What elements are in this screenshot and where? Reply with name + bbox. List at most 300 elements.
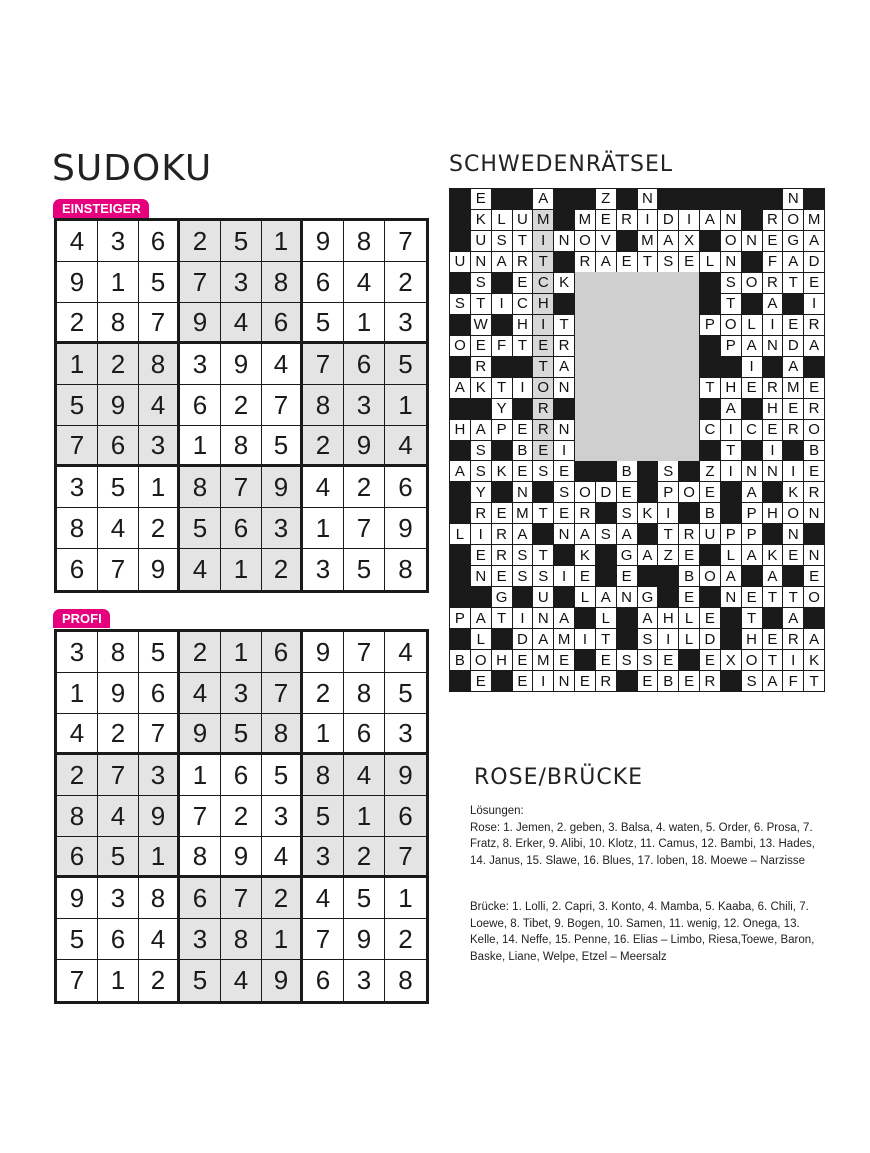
crossword-clue-cell <box>575 189 595 209</box>
sudoku-cell: 2 <box>385 919 426 960</box>
crossword-clue-cell <box>513 189 533 209</box>
sudoku-cell: 2 <box>98 344 139 385</box>
crossword-clue-cell <box>742 210 762 230</box>
sudoku-cell: 4 <box>180 673 221 714</box>
crossword-letter-cell: S <box>471 461 491 481</box>
crossword-letter-cell: O <box>533 378 553 398</box>
crossword-letter-cell: E <box>742 587 762 607</box>
crossword-letter-cell: E <box>513 420 533 440</box>
crossword-letter-cell: K <box>783 482 803 502</box>
crossword-letter-cell: E <box>763 629 783 649</box>
crossword-clue-cell <box>471 587 491 607</box>
crossword-letter-cell: I <box>658 629 678 649</box>
crossword-letter-cell: I <box>679 210 699 230</box>
sudoku-cell: 8 <box>180 467 221 508</box>
crossword-clue-cell <box>450 671 470 691</box>
crossword-letter-cell: N <box>804 545 824 565</box>
crossword-letter-cell: A <box>471 420 491 440</box>
sudoku-cell: 7 <box>139 714 180 755</box>
crossword-letter-cell: M <box>575 210 595 230</box>
crossword-clue-cell <box>763 357 783 377</box>
sudoku-cell: 4 <box>180 549 221 590</box>
crossword-letter-cell: D <box>804 252 824 272</box>
sudoku-cell: 8 <box>98 632 139 673</box>
crossword-letter-cell: A <box>533 189 553 209</box>
sudoku-cell: 8 <box>139 878 180 919</box>
sudoku-cell: 4 <box>57 221 98 262</box>
crossword-letter-cell: L <box>596 608 616 628</box>
crossword-letter-cell: V <box>596 231 616 251</box>
crossword-letter-cell: S <box>554 482 574 502</box>
sudoku-cell: 8 <box>303 755 344 796</box>
crossword-letter-cell: O <box>575 231 595 251</box>
crossword-letter-cell: E <box>679 671 699 691</box>
crossword-letter-cell: T <box>596 629 616 649</box>
crossword-letter-cell: K <box>638 503 658 523</box>
crossword-letter-cell: D <box>658 210 678 230</box>
sudoku-cell: 1 <box>139 467 180 508</box>
crossword-letter-cell: Z <box>700 461 720 481</box>
crossword-letter-cell: E <box>679 587 699 607</box>
crossword-letter-cell: L <box>679 629 699 649</box>
crossword-letter-cell: A <box>617 524 637 544</box>
crossword-letter-cell: I <box>804 294 824 314</box>
crossword-letter-cell: T <box>783 273 803 293</box>
sudoku-cell: 4 <box>221 960 262 1001</box>
sudoku-cell: 9 <box>180 714 221 755</box>
crossword-letter-cell: B <box>450 650 470 670</box>
crossword-letter-cell: U <box>450 252 470 272</box>
crossword-letter-cell: I <box>533 671 553 691</box>
crossword-letter-cell: T <box>804 671 824 691</box>
crossword-letter-cell: O <box>471 650 491 670</box>
crossword-letter-cell: B <box>679 566 699 586</box>
sudoku-cell: 3 <box>98 878 139 919</box>
crossword-letter-cell: Y <box>492 399 512 419</box>
crossword-letter-cell: A <box>450 461 470 481</box>
crossword-clue-cell <box>763 608 783 628</box>
crossword-letter-cell: T <box>638 252 658 272</box>
crossword-letter-cell: L <box>450 524 470 544</box>
solutions-label: Lösungen: <box>470 805 524 817</box>
sudoku-cell: 6 <box>180 385 221 426</box>
sudoku-cell: 5 <box>98 837 139 878</box>
crossword-letter-cell: L <box>700 252 720 272</box>
sudoku-cell: 9 <box>303 221 344 262</box>
crossword-letter-cell: R <box>533 420 553 440</box>
sudoku-cell: 6 <box>262 632 303 673</box>
crossword-clue-cell <box>783 566 803 586</box>
sudoku-cell: 9 <box>385 508 426 549</box>
crossword-clue-cell <box>492 357 512 377</box>
crossword-letter-cell: R <box>492 524 512 544</box>
crossword-letter-cell: I <box>492 294 512 314</box>
crossword-letter-cell: X <box>679 231 699 251</box>
crossword-letter-cell: E <box>471 189 491 209</box>
sudoku-cell: 9 <box>221 837 262 878</box>
sudoku-grid-profi <box>54 629 429 1004</box>
sudoku-cell: 6 <box>344 714 385 755</box>
crossword-letter-cell: T <box>721 294 741 314</box>
crossword-letter-cell: E <box>617 566 637 586</box>
crossword-letter-cell: T <box>513 231 533 251</box>
solutions-block <box>470 803 830 965</box>
crossword-letter-cell: H <box>492 650 512 670</box>
sudoku-cell: 7 <box>221 878 262 919</box>
sudoku-cell: 1 <box>180 755 221 796</box>
crossword-letter-cell: E <box>658 650 678 670</box>
crossword-letter-cell: G <box>617 545 637 565</box>
crossword-letter-cell: D <box>783 336 803 356</box>
crossword-letter-cell: E <box>471 336 491 356</box>
crossword-letter-cell: I <box>763 441 783 461</box>
crossword-letter-cell: S <box>533 461 553 481</box>
sudoku-grid-einsteiger <box>54 218 429 593</box>
sudoku-cell: 4 <box>303 878 344 919</box>
sudoku-cell: 1 <box>344 303 385 344</box>
sudoku-cell: 2 <box>180 221 221 262</box>
sudoku-cell: 9 <box>303 632 344 673</box>
crossword-letter-cell: P <box>700 315 720 335</box>
sudoku-cell: 5 <box>98 467 139 508</box>
sudoku-cell: 1 <box>139 837 180 878</box>
crossword-letter-cell: L <box>471 629 491 649</box>
sudoku-cell: 9 <box>262 467 303 508</box>
crossword-clue-cell <box>679 189 699 209</box>
crossword-clue-cell <box>492 482 512 502</box>
crossword-letter-cell: N <box>554 671 574 691</box>
crossword-clue-cell <box>700 294 720 314</box>
sudoku-cell: 5 <box>344 878 385 919</box>
crossword-letter-cell: E <box>513 650 533 670</box>
crossword-letter-cell: A <box>596 587 616 607</box>
sudoku-cell: 5 <box>221 714 262 755</box>
crossword-clue-cell <box>658 566 678 586</box>
crossword-letter-cell: I <box>742 357 762 377</box>
crossword-clue-cell <box>450 566 470 586</box>
crossword-clue-cell <box>492 315 512 335</box>
crossword-letter-cell: O <box>450 336 470 356</box>
crossword-letter-cell: O <box>742 650 762 670</box>
crossword-letter-cell: E <box>554 461 574 481</box>
crossword-letter-cell: R <box>617 210 637 230</box>
crossword-letter-cell: A <box>763 294 783 314</box>
crossword-letter-cell: E <box>492 503 512 523</box>
crossword-clue-cell <box>575 608 595 628</box>
crossword-letter-cell: K <box>763 545 783 565</box>
level-badge-profi: PROFI <box>53 609 110 628</box>
sudoku-cell: 1 <box>262 221 303 262</box>
crossword-letter-cell: L <box>575 587 595 607</box>
crossword-clue-cell <box>679 650 699 670</box>
sudoku-cell: 2 <box>303 426 344 467</box>
crossword-clue-cell <box>596 503 616 523</box>
crossword-clue-cell <box>721 503 741 523</box>
crossword-letter-cell: S <box>471 441 491 461</box>
crossword-letter-cell: A <box>721 399 741 419</box>
crossword-letter-cell: E <box>783 315 803 335</box>
crossword-clue-cell <box>700 441 720 461</box>
sudoku-cell: 2 <box>180 632 221 673</box>
crossword-letter-cell: E <box>492 566 512 586</box>
sudoku-cell: 1 <box>221 632 262 673</box>
crossword-clue-cell <box>783 441 803 461</box>
crossword-letter-cell: F <box>492 336 512 356</box>
crossword-letter-cell: E <box>513 671 533 691</box>
crossword-letter-cell: A <box>804 629 824 649</box>
crossword-clue-cell <box>742 399 762 419</box>
crossword-letter-cell: A <box>596 252 616 272</box>
crossword-letter-cell: O <box>721 231 741 251</box>
crossword-letter-cell: C <box>533 273 553 293</box>
sudoku-cell: 3 <box>180 919 221 960</box>
crossword-letter-cell: I <box>763 315 783 335</box>
crossword-letter-cell: E <box>804 273 824 293</box>
sudoku-cell: 3 <box>180 344 221 385</box>
crossword-letter-cell: N <box>554 231 574 251</box>
sudoku-cell: 4 <box>385 632 426 673</box>
sudoku-cell: 4 <box>344 755 385 796</box>
crossword-letter-cell: W <box>471 315 491 335</box>
sudoku-cell: 8 <box>221 426 262 467</box>
sudoku-cell: 7 <box>221 467 262 508</box>
crossword-letter-cell: N <box>617 587 637 607</box>
crossword-clue-cell <box>721 189 741 209</box>
sudoku-cell: 9 <box>139 549 180 590</box>
crossword-clue-cell <box>804 524 824 544</box>
crossword-clue-cell <box>450 357 470 377</box>
sudoku-cell: 3 <box>303 837 344 878</box>
crossword-letter-cell: E <box>617 252 637 272</box>
sudoku-cell: 7 <box>180 796 221 837</box>
sudoku-cell: 6 <box>385 467 426 508</box>
crossword-clue-cell <box>492 189 512 209</box>
sudoku-cell: 2 <box>139 508 180 549</box>
sudoku-cell: 6 <box>57 549 98 590</box>
sudoku-title: SUDOKU <box>52 148 213 189</box>
crossword-clue-cell <box>721 629 741 649</box>
crossword-letter-cell: N <box>721 210 741 230</box>
crossword-letter-cell: O <box>783 503 803 523</box>
crossword-letter-cell: H <box>533 294 553 314</box>
crossword-letter-cell: E <box>575 566 595 586</box>
crossword-clue-cell <box>721 671 741 691</box>
crossword-clue-cell <box>742 441 762 461</box>
crossword-clue-cell <box>700 273 720 293</box>
crossword-letter-cell: T <box>700 378 720 398</box>
crossword-letter-cell: E <box>533 336 553 356</box>
crossword-clue-cell <box>742 294 762 314</box>
crossword-letter-cell: N <box>783 524 803 544</box>
sudoku-cell: 6 <box>221 755 262 796</box>
crossword-letter-cell: M <box>783 378 803 398</box>
sudoku-cell: 5 <box>139 632 180 673</box>
rose-bruecke-title: ROSE/BRÜCKE <box>474 765 644 790</box>
crossword-letter-cell: S <box>638 650 658 670</box>
sudoku-cell: 8 <box>344 673 385 714</box>
sudoku-cell: 8 <box>262 714 303 755</box>
crossword-letter-cell: T <box>513 336 533 356</box>
sudoku-cell: 6 <box>344 344 385 385</box>
sudoku-cell: 1 <box>57 344 98 385</box>
crossword-clue-cell <box>554 399 574 419</box>
crossword-letter-cell: S <box>471 273 491 293</box>
crossword-letter-cell: P <box>658 482 678 502</box>
crossword-clue-cell <box>492 671 512 691</box>
crossword-letter-cell: S <box>617 650 637 670</box>
sudoku-cell: 8 <box>398 554 413 584</box>
sudoku-cell: 5 <box>139 262 180 303</box>
crossword-letter-cell: S <box>658 461 678 481</box>
crossword-clue-cell <box>575 461 595 481</box>
crossword-letter-cell: E <box>700 650 720 670</box>
crossword-clue-cell <box>700 357 720 377</box>
crossword-letter-cell: S <box>721 273 741 293</box>
crossword-letter-cell: G <box>783 231 803 251</box>
crossword-letter-cell: K <box>575 545 595 565</box>
crossword-title: SCHWEDENRÄTSEL <box>449 152 674 177</box>
sudoku-cell: 3 <box>344 385 385 426</box>
crossword-letter-cell: T <box>533 545 553 565</box>
sudoku-cell: 3 <box>262 796 303 837</box>
crossword-letter-cell: G <box>638 587 658 607</box>
crossword-clue-cell <box>596 545 616 565</box>
sudoku-cell: 9 <box>221 344 262 385</box>
crossword-letter-cell: T <box>492 378 512 398</box>
sudoku-cell: 4 <box>262 344 303 385</box>
crossword-letter-cell: I <box>575 629 595 649</box>
crossword-clue-cell <box>700 231 720 251</box>
crossword-letter-cell: O <box>804 420 824 440</box>
sudoku-cell: 7 <box>57 960 98 1001</box>
crossword-letter-cell: O <box>804 587 824 607</box>
crossword-clue-cell <box>450 399 470 419</box>
crossword-letter-cell: A <box>471 608 491 628</box>
sudoku-cell: 4 <box>262 837 303 878</box>
crossword-letter-cell: U <box>700 524 720 544</box>
sudoku-cell: 8 <box>98 303 139 344</box>
sudoku-cell: 4 <box>344 262 385 303</box>
sudoku-cell: 7 <box>303 919 344 960</box>
crossword-letter-cell: S <box>742 671 762 691</box>
crossword-letter-cell: I <box>783 461 803 481</box>
crossword-letter-cell: D <box>596 482 616 502</box>
crossword-letter-cell: H <box>658 608 678 628</box>
crossword-clue-cell <box>492 629 512 649</box>
crossword-letter-cell: R <box>471 503 491 523</box>
sudoku-cell: 1 <box>98 262 139 303</box>
crossword-letter-cell: R <box>763 273 783 293</box>
sudoku-cell: 5 <box>221 221 262 262</box>
crossword-letter-cell: E <box>700 482 720 502</box>
crossword-clue-cell <box>492 273 512 293</box>
crossword-clue-cell <box>450 231 470 251</box>
crossword-letter-cell: E <box>804 566 824 586</box>
sudoku-cell: 9 <box>57 878 98 919</box>
crossword-clue-cell <box>721 357 741 377</box>
sudoku-cell: 5 <box>303 303 344 344</box>
crossword-letter-cell: Z <box>596 189 616 209</box>
crossword-clue-cell <box>617 671 637 691</box>
crossword-letter-cell: E <box>554 650 574 670</box>
sudoku-cell: 9 <box>57 262 98 303</box>
crossword-letter-cell: C <box>700 420 720 440</box>
crossword-letter-cell: O <box>721 315 741 335</box>
crossword-letter-cell: E <box>763 420 783 440</box>
crossword-clue-cell <box>450 441 470 461</box>
sudoku-cell: 9 <box>139 796 180 837</box>
crossword-clue-cell <box>554 545 574 565</box>
sudoku-cell: 8 <box>262 262 303 303</box>
crossword-letter-cell: B <box>700 503 720 523</box>
rose-solutions: Rose: 1. Jemen, 2. geben, 3. Balsa, 4. waten, 5. Order, 6. Prosa, 7. Fratz, 8. Erker, 9. Alibi, 10. Klotz, 11. Camus, 12. Bambi, 13. Hades, 14. Janus, 15. Slawe, 16. Blues, 17. loben, 18. Moewe – Narzisse <box>470 821 815 867</box>
crossword-letter-cell: H <box>721 378 741 398</box>
crossword-clue-cell <box>513 357 533 377</box>
crossword-letter-cell: E <box>596 650 616 670</box>
crossword-letter-cell: S <box>638 629 658 649</box>
crossword-letter-cell: A <box>742 545 762 565</box>
crossword-letter-cell: S <box>492 231 512 251</box>
sudoku-cell: 3 <box>221 673 262 714</box>
crossword-clue-cell <box>575 650 595 670</box>
sudoku-cell: 6 <box>139 673 180 714</box>
crossword-clue-cell <box>450 315 470 335</box>
crossword-clue-cell <box>638 461 658 481</box>
crossword-letter-cell: A <box>783 608 803 628</box>
sudoku-cell: 9 <box>98 385 139 426</box>
crossword-letter-cell: N <box>763 336 783 356</box>
sudoku-cell: 3 <box>221 262 262 303</box>
crossword-letter-cell: R <box>804 399 824 419</box>
sudoku-cell: 1 <box>385 878 426 919</box>
crossword-letter-cell: A <box>513 524 533 544</box>
sudoku-cell: 1 <box>262 919 303 960</box>
crossword-letter-cell: T <box>763 650 783 670</box>
crossword-letter-cell: P <box>721 524 741 544</box>
crossword-clue-cell <box>450 545 470 565</box>
sudoku-cell: 2 <box>303 673 344 714</box>
crossword-letter-cell: K <box>471 378 491 398</box>
crossword-clue-cell <box>471 399 491 419</box>
crossword-letter-cell: E <box>513 273 533 293</box>
crossword-letter-cell: S <box>450 294 470 314</box>
sudoku-cell: 2 <box>57 755 98 796</box>
crossword-letter-cell: R <box>554 336 574 356</box>
sudoku-cell: 5 <box>262 426 303 467</box>
crossword-clue-cell <box>492 441 512 461</box>
crossword-letter-cell: I <box>533 231 553 251</box>
crossword-letter-cell: N <box>471 566 491 586</box>
sudoku-cell: 7 <box>262 385 303 426</box>
sudoku-cell: 4 <box>57 714 98 755</box>
crossword-letter-cell: I <box>721 420 741 440</box>
sudoku-cell: 2 <box>139 960 180 1001</box>
crossword-clue-cell <box>804 189 824 209</box>
sudoku-cell: 5 <box>385 673 426 714</box>
sudoku-cell: 5 <box>180 508 221 549</box>
sudoku-cell: 7 <box>344 632 385 673</box>
crossword-letter-cell: Z <box>658 545 678 565</box>
sudoku-cell: 2 <box>221 796 262 837</box>
crossword-letter-cell: N <box>554 378 574 398</box>
crossword-clue-cell <box>617 608 637 628</box>
crossword-letter-cell: H <box>763 503 783 523</box>
crossword-letter-cell: N <box>742 461 762 481</box>
crossword-letter-cell: H <box>763 399 783 419</box>
sudoku-cell: 1 <box>98 960 139 1001</box>
sudoku-cell: 6 <box>262 303 303 344</box>
crossword-letter-cell: A <box>492 252 512 272</box>
